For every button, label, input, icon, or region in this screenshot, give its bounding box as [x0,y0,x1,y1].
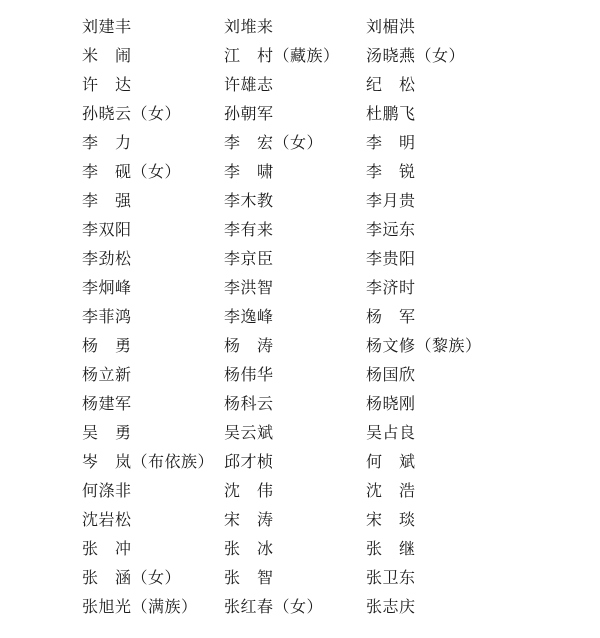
name-row [0,389,600,418]
name-row [0,563,600,592]
name-entry: 杨建军 [82,394,132,413]
name-row [0,505,600,534]
name-entry: 许雄志 [224,75,274,94]
name-entry: 杨 勇 [82,336,132,355]
name-entry: 张 智 [224,568,274,587]
name-entry: 李洪智 [224,278,274,297]
name-row [0,99,600,128]
name-entry: 孙朝军 [224,104,274,123]
name-entry: 沈 伟 [224,481,274,500]
name-entry: 张 继 [366,539,416,558]
name-entry: 杨科云 [224,394,274,413]
name-entry: 杨 涛 [224,336,274,355]
name-entry: 吴云斌 [224,423,274,442]
name-entry: 李月贵 [366,191,416,210]
name-entry: 张红春（女） [224,597,324,616]
name-entry: 江 村（藏族） [224,46,340,65]
name-entry: 李 啸 [224,162,274,181]
name-row [0,244,600,273]
name-entry: 纪 松 [366,75,416,94]
name-entry: 李 砚（女） [82,162,182,181]
name-entry: 李菲鸿 [82,307,132,326]
name-entry: 米 闹 [82,46,132,65]
name-entry: 吴 勇 [82,423,132,442]
name-entry: 何 斌 [366,452,416,471]
name-row [0,418,600,447]
name-entry: 张 涵（女） [82,568,182,587]
name-row [0,273,600,302]
name-row [0,12,600,41]
name-row [0,592,600,621]
name-entry: 李 锐 [366,162,416,181]
name-entry: 杨伟华 [224,365,274,384]
name-entry: 杨 军 [366,307,416,326]
name-row [0,41,600,70]
name-entry: 李远东 [366,220,416,239]
name-entry: 张旭光（满族） [82,597,198,616]
name-entry: 刘楣洪 [366,17,416,36]
name-row [0,360,600,389]
name-entry: 李劲松 [82,249,132,268]
name-entry: 岑 岚（布依族） [82,452,215,471]
name-entry: 杜鹏飞 [366,104,416,123]
name-entry: 汤晓燕（女） [366,46,466,65]
name-entry: 李炯峰 [82,278,132,297]
name-entry: 张 冲 [82,539,132,558]
name-entry: 李贵阳 [366,249,416,268]
name-entry: 何涤非 [82,481,132,500]
name-entry: 刘堆来 [224,17,274,36]
name-entry: 李 宏（女） [224,133,324,152]
name-entry: 沈岩松 [82,510,132,529]
name-entry: 李逸峰 [224,307,274,326]
name-row [0,215,600,244]
name-entry: 沈 浩 [366,481,416,500]
name-row [0,534,600,563]
name-entry: 李济时 [366,278,416,297]
name-entry: 邱才桢 [224,452,274,471]
name-entry: 张志庆 [366,597,416,616]
name-row [0,157,600,186]
name-entry: 刘建丰 [82,17,132,36]
name-entry: 张卫东 [366,568,416,587]
name-entry: 李木教 [224,191,274,210]
name-entry: 李 明 [366,133,416,152]
name-entry: 杨立新 [82,365,132,384]
name-row [0,476,600,505]
name-entry: 张 冰 [224,539,274,558]
name-entry: 杨文修（黎族） [366,336,482,355]
name-entry: 杨晓刚 [366,394,416,413]
name-entry: 杨国欣 [366,365,416,384]
name-row [0,128,600,157]
name-row [0,447,600,476]
name-entry: 宋 涛 [224,510,274,529]
name-row [0,186,600,215]
name-row [0,302,600,331]
name-row [0,331,600,360]
name-entry: 孙晓云（女） [82,104,182,123]
name-entry: 李京臣 [224,249,274,268]
name-entry: 许 达 [82,75,132,94]
name-entry: 李 力 [82,133,132,152]
name-entry: 李 强 [82,191,132,210]
name-entry: 李有来 [224,220,274,239]
name-entry: 宋 琰 [366,510,416,529]
name-row [0,70,600,99]
name-entry: 李双阳 [82,220,132,239]
name-entry: 吴占良 [366,423,416,442]
